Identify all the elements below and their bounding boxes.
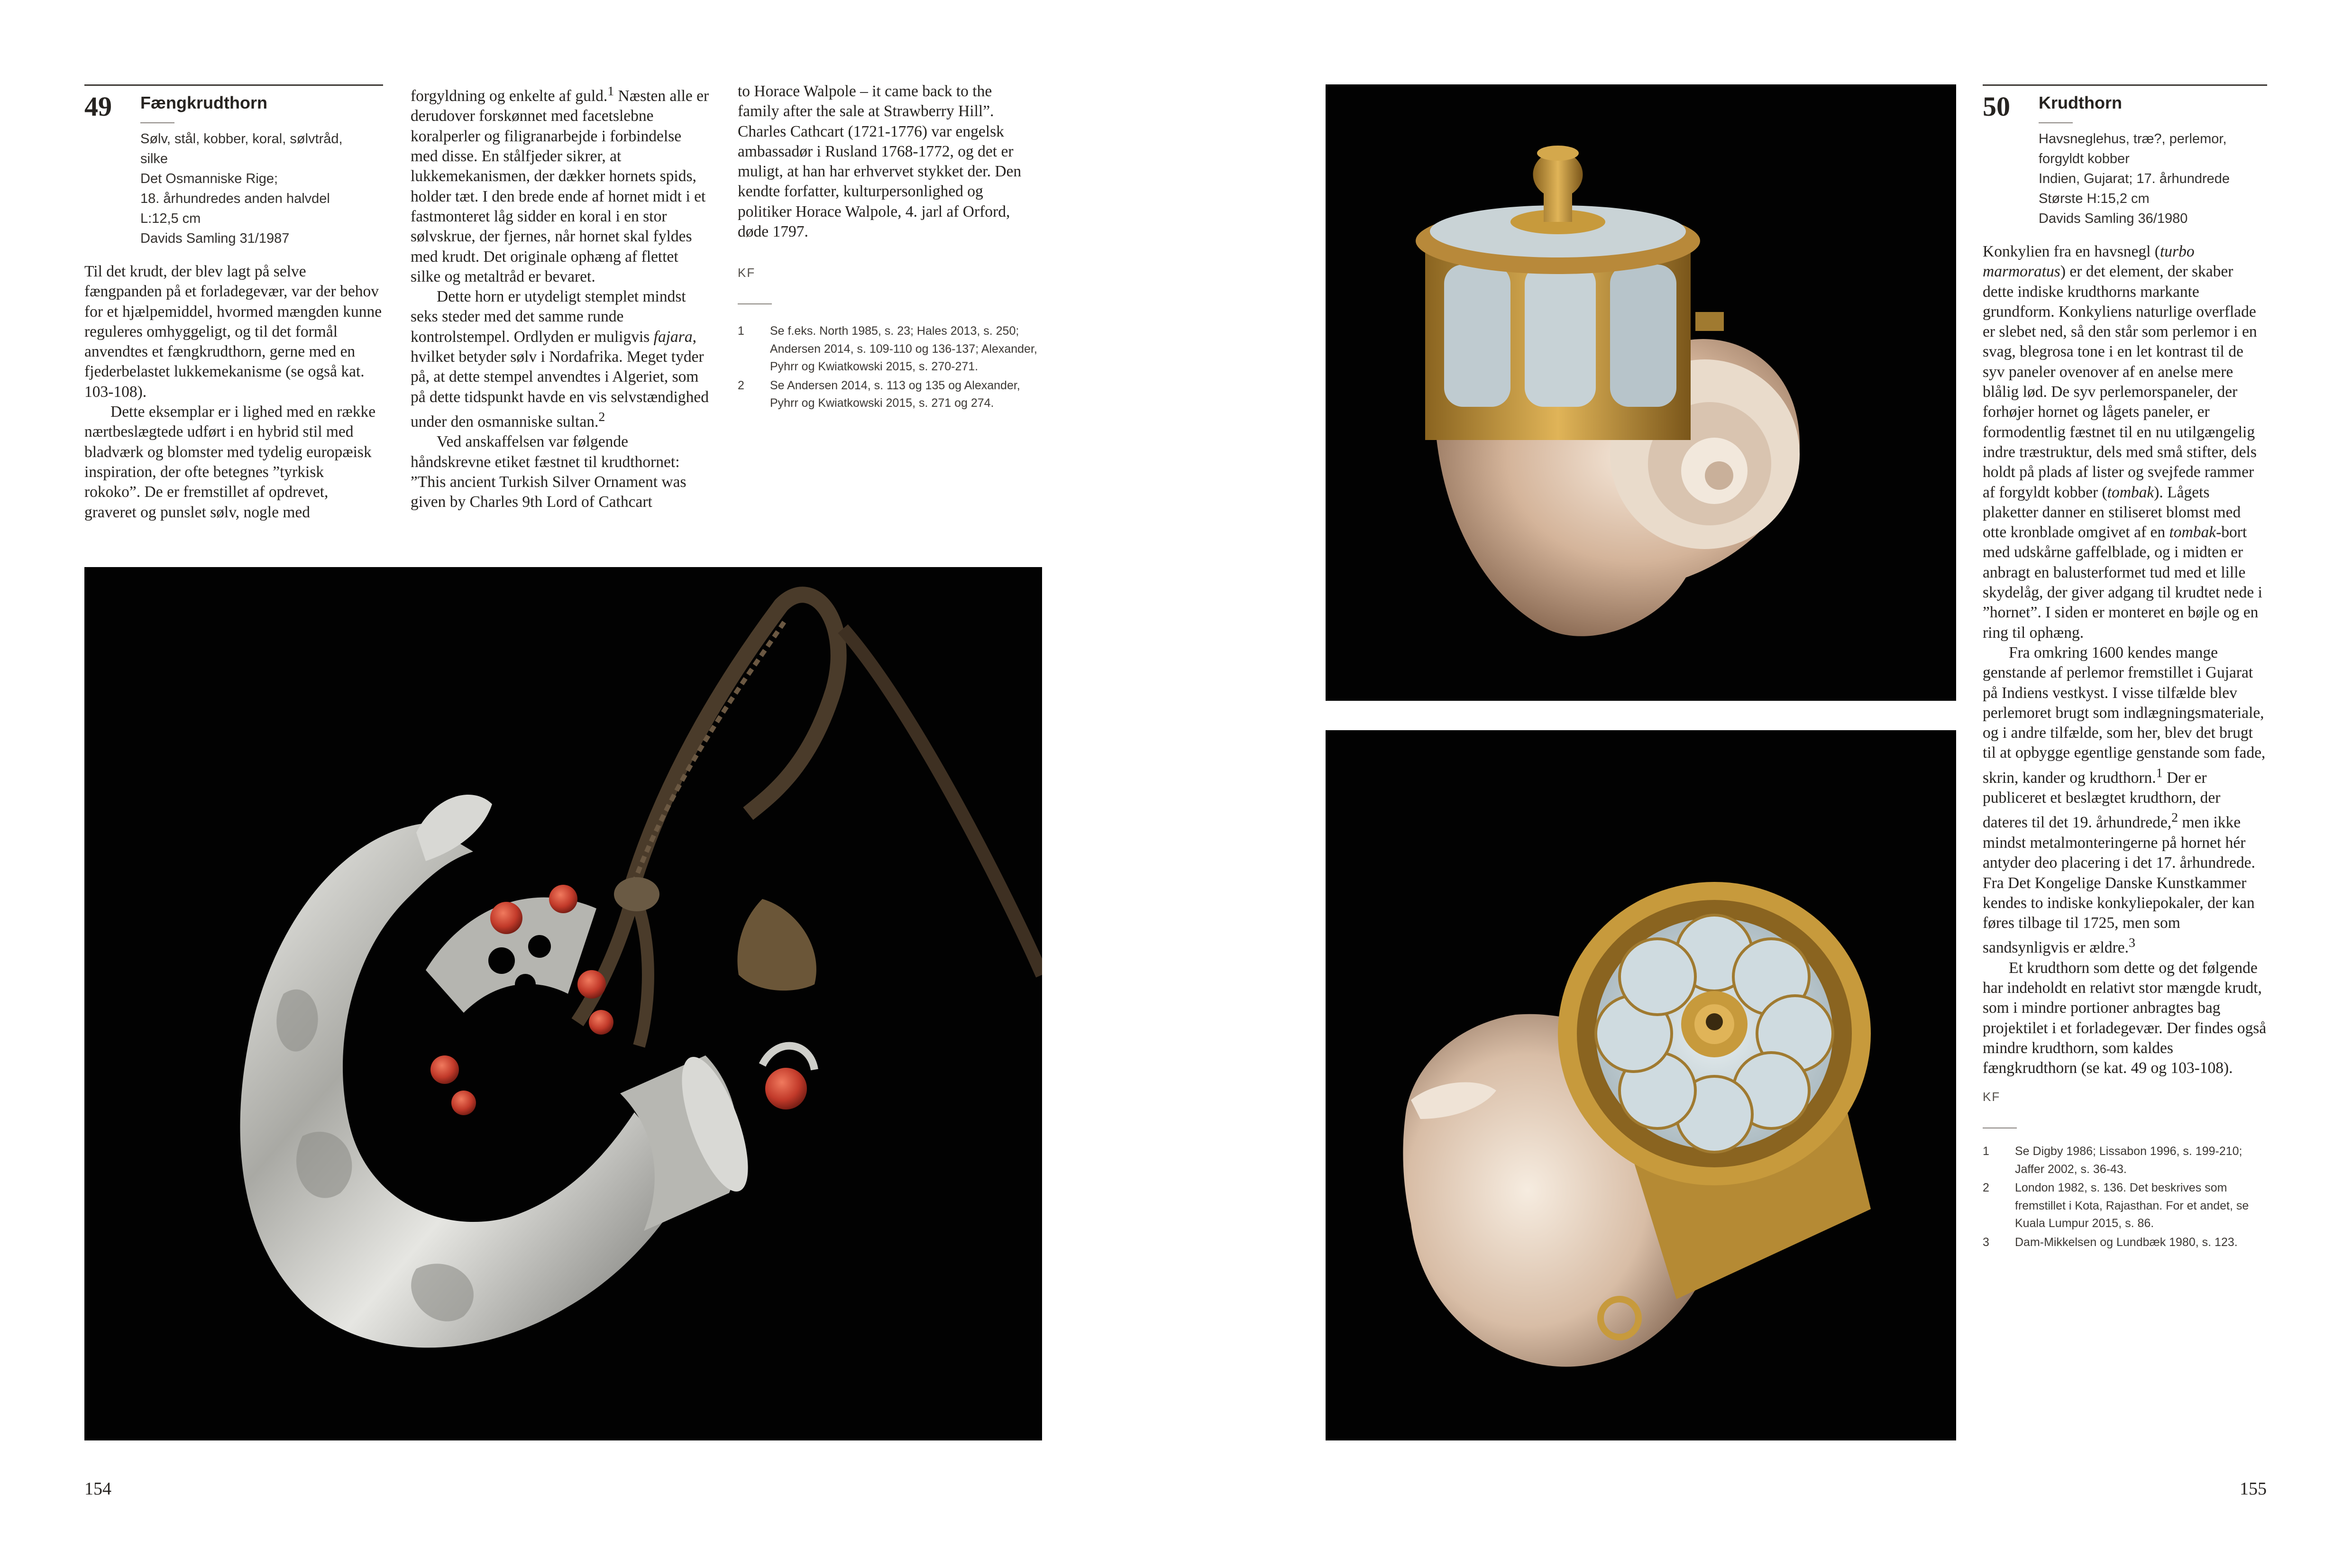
catalogue-number: 49 <box>84 91 112 122</box>
paragraph: Konkylien fra en havsnegl (turbo marmoratus) er det element, der skaber dette indiske krudthorns markante grundform. Konkyliens naturlige overflade er slebet ned, så den står som perlemor i en svag, blegrosa tone i en let kontrast til de syv paneler ovenover af en anelse mere blålig lød. De syv perlemorspaneler, der forhøjer hornet og lågets paneler, er formodentlig fæstnet til en nu utilgængelig indre træstruktur, dels med små stifter, dels holdt på plads af lister og svejfede rammer af forgyldt kobber (tombak). Lågets plaketter danner en stiliseret blomst med otte kronblade omgivet af en tombak-bort med udskårne gaffelblade, og i midten er anbragt en balusterformet tud med et lille skydelåg, der giver adgang til krudtet nede i ”hornet”. I siden er monteret en bøjle og en ring til ophæng. <box>1983 243 2262 642</box>
footnote-ref[interactable]: 2 <box>598 409 605 424</box>
coral-bead <box>451 1091 476 1115</box>
notes-rule <box>738 303 772 304</box>
coral-bead <box>589 1010 613 1035</box>
pearl-panel <box>1610 265 1676 407</box>
footnote: 2 Se Andersen 2014, s. 113 og 135 og Alexander, Pyhrr og Kwiatkowski 2015, s. 271 og 274. <box>738 378 1020 410</box>
coral-bead <box>430 1055 459 1084</box>
coral-bead <box>765 1068 807 1110</box>
entry-title: Krudthorn <box>2039 93 2122 112</box>
footnote: 1 Se Digby 1986; Lissabon 1996, s. 199-210; Jaffer 2002, s. 36-43. <box>1983 1145 2242 1176</box>
header-rule-cat50 <box>1983 84 2267 86</box>
meta-line: silke <box>140 151 168 166</box>
meta-line: 18. århundredes anden halvdel <box>140 191 330 206</box>
paragraph: Til det krudt, der blev lagt på selve fængpanden på et forladegevær, var der behov for et hjælpemiddel, hvormed mængden kunne reguleres omhyggeligt, og til det formål anvendtes et fængkrudthorn, gerne med en fjederbelastet lukkemekanisme (se også kat. 103-108). <box>84 263 382 401</box>
footnote: 1 Se f.eks. North 1985, s. 23; Hales 2013, s. 250; Andersen 2014, s. 109-110 og 136-137; Alexander, Pyhrr og Kwiatkowski 2015, s. 270-271. <box>738 324 1037 373</box>
coral-bead <box>549 885 577 913</box>
meta-line: Største H:15,2 cm <box>2039 191 2150 206</box>
meta-line: Det Osmanniske Rige; <box>140 171 278 186</box>
footnote: 2 London 1982, s. 136. Det beskrives som fremstillet i Kota, Rajasthan. For et andet, se Kuala Lumpur 2015, s. 86. <box>1983 1181 2249 1230</box>
paragraph: Ved anskaffelsen var følgende håndskrevne etiket fæstnet til krudthornet: ”This ancient Turkish Silver Ornament was given by Charles 9th Lord of Cathcart <box>411 433 686 511</box>
title-rule <box>2039 122 2073 123</box>
meta-line: Sølv, stål, kobber, koral, sølvtråd, <box>140 131 343 147</box>
paragraph: Fra omkring 1600 kendes mange genstande af perlemor fremstillet i Gujarat på Indiens vestkyst. I visse tilfælde blev perlemoret brugt som indlægningsmateriale, og i andre tilfælde, som her, blev det brugt til at opbygge egentlige genstande som fade, skrin, kander og krudthorn.$^1$ Der er publiceret et beslægtet krudthorn, der dateres til det 19. århundrede,$^2$ men ikke mindst metalmonteringerne på hornet hér antyder deo placering i det 17. århundrede. Fra Det Kongelige Danske Kunstkammer kendes to indiske konkyliepokaler, der kan føres tilbage til 1725, men som sandsynligvis er ældre.$^3$ <box>1983 643 2266 957</box>
footnote-ref[interactable]: 1 <box>2156 765 2163 780</box>
pearl-panel <box>1444 265 1510 407</box>
coral-bead <box>577 970 606 999</box>
author-signature: KF <box>1983 1090 2001 1104</box>
paragraph: to Horace Walpole – it came back to the family after the sale at Strawberry Hill”. Charles Cathcart (1721-1776) var engelsk ambassadør i Rusland 1768-1772, og det er muligt, at han har erhvervet stykket der. Den kendte forfatter, kulturpersonlighed og politiker Horace Walpole, 4. jarl af Orford, døde 1797. <box>738 83 1022 241</box>
footnote-ref[interactable]: 2 <box>2171 810 2178 825</box>
author-signature: KF <box>738 266 756 280</box>
object-metadata <box>2039 129 2230 229</box>
meta-line: forgyldt kobber <box>2039 151 2130 166</box>
meta-line: Davids Samling 31/1987 <box>140 231 290 246</box>
footnote-ref[interactable]: 1 <box>607 84 614 99</box>
footnotes <box>1983 1143 2267 1252</box>
text-column-2 <box>411 82 709 513</box>
paragraph: Dette eksemplar er i lighed med en række nærtbeslægtede udført i en hybrid stil med bladværk og blomster med tydelig europæisk inspiration, der ofte betegnes ”tyrkisk rokoko”. De er fremstillet af opdrevet, graveret og punslet sølv, nogle med <box>84 403 376 521</box>
meta-line: L:12,5 cm <box>140 211 201 226</box>
text-column-1 <box>84 262 383 523</box>
shell-horn-top-illustration <box>1326 730 1956 1440</box>
paragraph: Et krudthorn som dette og det følgende har indeholdt en relativt stor mængde krudt, som i mindre portioner anbragtes bag projektilet i et forladegevær. Der findes også mindre krudthorn, som kaldes fængkrudthorn (se kat. 49 og 103-108). <box>1983 959 2267 1077</box>
photo-priming-flask <box>84 567 1042 1440</box>
object-metadata <box>140 129 343 248</box>
page-number-right: 155 <box>2240 1479 2267 1499</box>
text-column-3 <box>738 82 1036 242</box>
title-rule <box>140 122 174 123</box>
meta-line: Indien, Gujarat; 17. århundrede <box>2039 171 2230 186</box>
meta-line: Davids Samling 36/1980 <box>2039 211 2188 226</box>
footnote: 3 Dam-Mikkelsen og Lundbæk 1980, s. 123. <box>1983 1235 2238 1249</box>
entry-title: Fængkrudthorn <box>140 93 267 112</box>
catalogue-number: 50 <box>1983 91 2010 122</box>
coral-bead <box>490 902 522 934</box>
photo-powder-horn-top <box>1326 730 1956 1440</box>
footnotes <box>738 322 1041 413</box>
photo-powder-horn-side <box>1326 84 1956 701</box>
shell-horn-side-illustration <box>1326 84 1956 701</box>
page-number-left: 154 <box>84 1479 111 1499</box>
footnote-ref[interactable]: 3 <box>2128 935 2135 951</box>
text-column-right <box>1983 242 2267 1079</box>
paragraph: Dette horn er utydeligt stemplet mindst seks steder med det samme runde kontrolstempel. Ordlyden er muligvis fajara, hvilket betyder sølv i Nordafrika. Meget tyder på, at dette stempel anvendtes i Algeriet, som på dette tidspunkt havde en vis selvstændighed under den osmanniske sultan.$^2$ <box>411 288 709 431</box>
silver-horn-illustration <box>84 567 1042 1440</box>
meta-line: Havsneglehus, træ?, perlemor, <box>2039 131 2227 147</box>
pearl-panel <box>1525 265 1596 407</box>
header-rule-cat49 <box>84 84 383 86</box>
paragraph: forgyldning og enkelte af guld.$^1$ Næsten alle er derudover forskønnet med facetslebne koralperler og filigranarbejde i forbindelse med disse. En stålfjeder sikrer, at lukkemekanismen, der dækker hornets spids, holder tæt. I den brede ende af hornet midt i et fastmonteret låg sidder en koral i en stor sølvskrue, der fjernes, når hornet skal fyldes med krudt. Det originale ophæng af flettet silke og metaltråd er bevaret. <box>411 84 709 285</box>
